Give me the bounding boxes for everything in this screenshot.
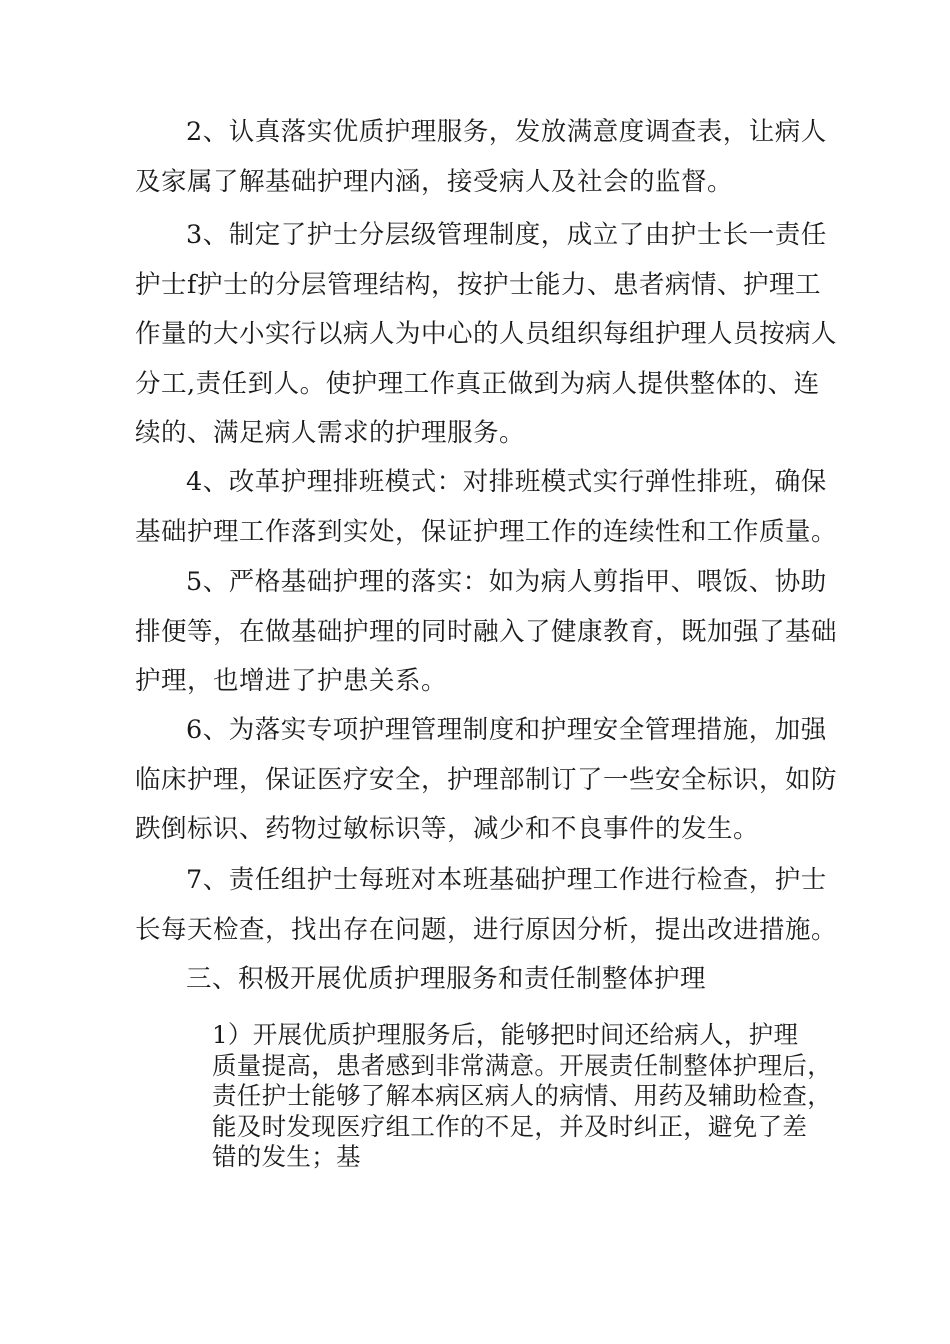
- paragraph-line: 排便等，在做基础护理的同时融入了健康教育，既加强了基础: [135, 616, 838, 647]
- sub-item-line: 责任护士能够了解本病区病人的病情、用药及辅助检查，: [212, 1081, 832, 1110]
- paragraph-line: 基础护理工作落到实处，保证护理工作的连续性和工作质量。: [135, 516, 838, 547]
- paragraph-line: 作量的大小实行以病人为中心的人员组织每组护理人员按病人: [135, 319, 838, 350]
- sub-item-1: [212, 1020, 842, 1173]
- sub-item-line: 质量提高，患者感到非常满意。开展责任制整体护理后，: [212, 1050, 832, 1080]
- paragraph-line: 7、责任组护士每班对本班基础护理工作进行检查，护士: [186, 865, 827, 895]
- paragraph-line: 分工,责任到人。使护理工作真正做到为病人提供整体的、连: [135, 368, 820, 399]
- paragraph-line: 3、制定了护士分层级管理制度，成立了由护士长一责任: [186, 220, 827, 250]
- paragraph-3: [135, 211, 838, 459]
- paragraph-line: 续的、满足病人需求的护理服务。: [135, 418, 526, 449]
- paragraph-line: 护士f护士的分层管理结构，按护士能力、患者病情、护理工: [135, 269, 821, 300]
- sub-item-line: 错的发生；基: [212, 1142, 361, 1171]
- sub-item-line: 能及时发现医疗组工作的不足，并及时纠正，避免了差: [212, 1111, 808, 1141]
- paragraph-line: 临床护理，保证医疗安全，护理部制订了一些安全标识，如防: [135, 764, 838, 795]
- paragraph-line: 6、为落实专项护理管理制度和护理安全管理措施，加强: [186, 715, 827, 745]
- paragraph-line: 2、认真落实优质护理服务，发放满意度调查表，让病人: [186, 117, 827, 147]
- paragraph-line: 跌倒标识、药物过敏标识等，减少和不良事件的发生。: [135, 814, 760, 845]
- paragraph-7: [135, 856, 838, 955]
- paragraph-5: [135, 558, 838, 707]
- paragraph-2: [135, 108, 835, 207]
- paragraph-6: [135, 706, 838, 855]
- paragraph-line: 护理，也增进了护患关系。: [135, 666, 448, 697]
- paragraph-line: 5、严格基础护理的落实：如为病人剪指甲、喂饭、协助: [186, 567, 827, 597]
- sub-item-line: 1）开展优质护理服务后，能够把时间还给病人，护理: [212, 1020, 799, 1049]
- section-heading: 三、积极开展优质护理服务和责任制整体护理: [186, 964, 707, 994]
- paragraph-line: 及家属了解基础护理内涵，接受病人及社会的监督。: [135, 166, 734, 197]
- paragraph-line: 长每天检查，找出存在问题，进行原因分析，提出改进措施。: [135, 914, 838, 945]
- paragraph-line: 4、改革护理排班模式：对排班模式实行弹性排班，确保: [186, 467, 827, 497]
- paragraph-4: [135, 458, 838, 557]
